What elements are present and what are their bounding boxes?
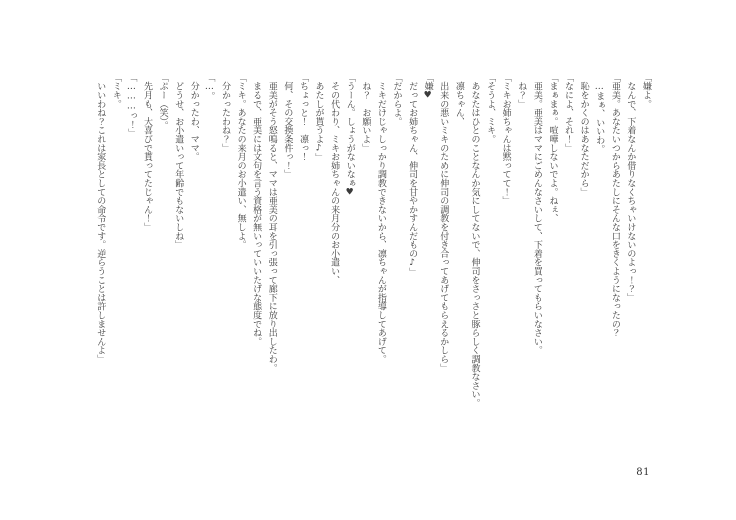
- text-line: ね？ お願いよ」: [360, 73, 371, 153]
- text-line: 「うーん。しょうがないなぁ♥: [344, 73, 355, 198]
- text-line: まるで、亜美には文句を言う資格が無いっていいたげな態度でね。: [251, 73, 262, 346]
- text-line: ね？」: [516, 73, 527, 109]
- text-line: 恥をかくのはあなただから」: [578, 73, 589, 197]
- text-line: 「ミキ。: [110, 73, 121, 109]
- text-line: 「なによ、それ！」: [563, 73, 574, 153]
- text-line: どうせ、お小遣いって年齢でもないしね」: [173, 73, 184, 250]
- text-line: 「嫌よ。: [641, 73, 651, 109]
- text-line: 「嫌♥: [422, 73, 433, 101]
- text-line: 「ミキ。あなたの来月のお小遣い、無しよ。: [235, 73, 246, 250]
- text-line: 分かったわね？」: [219, 73, 230, 153]
- text-line: 「ちょっと！ 凛っ！: [297, 73, 308, 162]
- text-columns: [81, 73, 653, 425]
- text-line: 「ぷー（笑）。: [157, 73, 168, 131]
- text-line: 分かったわ、ママ。: [188, 73, 199, 162]
- text-line: なんで、下着なんか借りなくちゃいけないのよっ！？」: [625, 73, 636, 302]
- text-line: 「………っ！」: [126, 73, 137, 138]
- text-line: 「ミキお姉ちゃんは黙ってて！」: [500, 73, 511, 206]
- text-line: 「まぁまぁ。喧嘩しないでよ。ねぇ、: [547, 73, 558, 223]
- text-line: 「亜美。あなたいつからあたしにそんな口をきくようになったの？: [609, 73, 620, 338]
- text-line: 亜美。亜美はママにごめんなさいして、下着を買ってもらいなさい。: [531, 73, 542, 355]
- text-line: その代わり、ミキお姉ちゃんの来月分のお小遣い、: [329, 73, 340, 285]
- text-line: 先月も、大喜びで貰ってたじゃん！」: [142, 73, 152, 232]
- text-line: 「そうよ、ミキ。: [485, 73, 496, 144]
- text-line: …まぁ、いいわ。: [594, 73, 605, 154]
- page-number: 81: [636, 467, 650, 478]
- text-line: あなたはひとのことなんか気にしてないで、伸司をさっさと豚らしく調教なさい。: [469, 73, 480, 408]
- text-line: 出来の悪いミキのために伸司の調教を付き合ってあげてもらえるかしら」: [438, 73, 449, 373]
- text-line: 何、その交換条件っ！」: [282, 73, 293, 179]
- text-line: 凛ちゃん、: [453, 73, 464, 126]
- text-line: あたしが貰うよ♪」: [313, 73, 324, 163]
- text-line: 「だからよ。: [391, 73, 402, 126]
- text-line: いいわね？これは家長としての命令です。逆らうことは許しませんよ」: [95, 73, 106, 364]
- text-line: ミキだけじゃしっかり調教できないから、凛ちゃんが指導してあげて。: [375, 73, 386, 364]
- text-line: 亜美がそう怒鳴ると、ママは亜美の耳を引っ張って廊下に放り出したわ。: [266, 73, 277, 373]
- text-line: 「…。: [204, 73, 215, 101]
- text-line: だってお姉ちゃん、伸司を甘やかすんだもの♪」: [407, 73, 418, 277]
